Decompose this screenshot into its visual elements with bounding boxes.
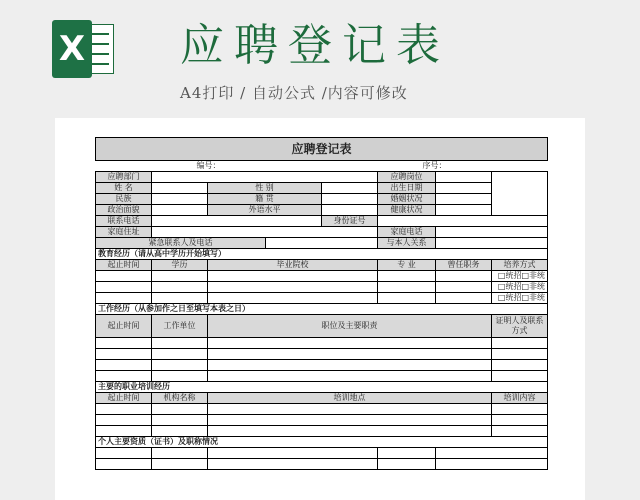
basic-row-1	[96, 172, 548, 183]
training-cell[interactable]	[96, 415, 152, 426]
edu-cell[interactable]	[208, 293, 378, 304]
origin-label: 籍 贯	[208, 194, 322, 205]
excel-logo-icon	[52, 20, 116, 78]
edu-cell[interactable]	[152, 271, 208, 282]
edu-cell[interactable]	[378, 293, 436, 304]
basic-row-7	[96, 238, 548, 249]
qualification-row	[96, 448, 548, 459]
work-col-period: 起止时间	[96, 315, 152, 338]
training-col-period: 起止时间	[96, 393, 152, 404]
form-title: 应聘登记表	[96, 138, 548, 161]
edu-mode-option[interactable]: □统招□非统	[492, 271, 548, 282]
qualification-cell[interactable]	[436, 459, 548, 470]
home-phone-label: 家庭电话	[378, 227, 436, 238]
emergency-label: 紧急联系人及电话	[96, 238, 266, 249]
work-cell[interactable]	[96, 360, 152, 371]
work-col-duties: 职位及主要职责	[208, 315, 492, 338]
qualification-row	[96, 459, 548, 470]
qualification-cell[interactable]	[436, 448, 548, 459]
edu-cell[interactable]	[208, 282, 378, 293]
language-label: 外语水平	[208, 205, 322, 216]
education-header-row	[96, 260, 548, 271]
position-label: 应聘岗位	[378, 172, 436, 183]
basic-row-4	[96, 205, 548, 216]
edu-cell[interactable]	[378, 282, 436, 293]
political-label: 政治面貌	[96, 205, 152, 216]
edu-mode-option[interactable]: □统招□非统	[492, 282, 548, 293]
training-row	[96, 415, 548, 426]
qualification-cell[interactable]	[208, 459, 378, 470]
basic-row-2	[96, 183, 548, 194]
basic-row-6	[96, 227, 548, 238]
edu-col-mode: 培养方式	[492, 260, 548, 271]
qualification-cell[interactable]	[96, 448, 152, 459]
work-row	[96, 371, 548, 382]
education-heading-row	[96, 249, 548, 260]
training-cell[interactable]	[492, 404, 548, 415]
relation-label: 与本人关系	[378, 238, 436, 249]
work-cell[interactable]	[152, 371, 208, 382]
work-cell[interactable]	[492, 360, 548, 371]
edu-cell[interactable]	[96, 293, 152, 304]
training-col-location: 培训地点	[208, 393, 492, 404]
work-cell[interactable]	[152, 349, 208, 360]
work-col-reference: 证明人及联系方式	[492, 315, 548, 338]
training-row	[96, 426, 548, 437]
work-cell[interactable]	[208, 349, 492, 360]
training-cell[interactable]	[152, 404, 208, 415]
training-cell[interactable]	[96, 404, 152, 415]
qualification-cell[interactable]	[152, 448, 208, 459]
training-cell[interactable]	[492, 426, 548, 437]
birth-label: 出生日期	[378, 183, 436, 194]
edu-cell[interactable]	[96, 271, 152, 282]
id-card-label: 身份证号	[322, 216, 378, 227]
edu-cell[interactable]	[436, 282, 492, 293]
work-cell[interactable]	[96, 349, 152, 360]
dept-field[interactable]	[152, 172, 378, 183]
work-cell[interactable]	[492, 338, 548, 349]
edu-cell[interactable]	[96, 282, 152, 293]
qualification-cell[interactable]	[152, 459, 208, 470]
edu-col-period: 起止时间	[96, 260, 152, 271]
marital-field[interactable]	[436, 194, 492, 205]
work-row	[96, 349, 548, 360]
address-field[interactable]	[152, 227, 378, 238]
work-cell[interactable]	[492, 349, 548, 360]
training-cell[interactable]	[208, 404, 492, 415]
position-field[interactable]	[436, 172, 492, 183]
edu-mode-option[interactable]: □统招□非统	[492, 293, 548, 304]
training-cell[interactable]	[152, 426, 208, 437]
education-heading: 教育经历（请从高中学历开始填写）	[96, 249, 548, 260]
banner	[0, 0, 640, 118]
excel-badge: X	[52, 20, 92, 78]
training-row	[96, 404, 548, 415]
edu-cell[interactable]	[152, 282, 208, 293]
work-header-row	[96, 315, 548, 338]
name-label: 姓 名	[96, 183, 152, 194]
origin-field[interactable]	[322, 194, 378, 205]
relation-field[interactable]	[436, 238, 548, 249]
form-sheet	[55, 118, 585, 500]
form-title-row	[96, 138, 548, 161]
training-cell[interactable]	[208, 415, 492, 426]
work-cell[interactable]	[492, 371, 548, 382]
gender-field[interactable]	[322, 183, 378, 194]
training-header-row	[96, 393, 548, 404]
work-cell[interactable]	[96, 371, 152, 382]
phone-label: 联系电话	[96, 216, 152, 227]
training-heading: 主要的职业培训经历	[96, 382, 548, 393]
training-col-institution: 机构名称	[152, 393, 208, 404]
number-row	[96, 161, 548, 172]
qualification-cell[interactable]	[96, 459, 152, 470]
edu-cell[interactable]	[436, 293, 492, 304]
qualification-cell[interactable]	[208, 448, 378, 459]
qualification-cell[interactable]	[378, 459, 436, 470]
work-cell[interactable]	[208, 338, 492, 349]
edu-cell[interactable]	[436, 271, 492, 282]
edu-cell[interactable]	[152, 293, 208, 304]
training-cell[interactable]	[208, 426, 492, 437]
edu-col-degree: 学历	[152, 260, 208, 271]
birth-field[interactable]	[436, 183, 492, 194]
number-label: 编号：	[196, 161, 221, 170]
work-cell[interactable]	[152, 360, 208, 371]
marital-label: 婚姻状况	[378, 194, 436, 205]
work-heading-row	[96, 304, 548, 315]
phone-field[interactable]	[152, 216, 322, 227]
qualification-cell[interactable]	[378, 448, 436, 459]
home-phone-field[interactable]	[436, 227, 548, 238]
work-cell[interactable]	[208, 360, 492, 371]
ethnicity-label: 民族	[96, 194, 152, 205]
work-row	[96, 338, 548, 349]
training-cell[interactable]	[492, 415, 548, 426]
edu-col-post: 曾任职务	[436, 260, 492, 271]
language-field[interactable]	[322, 205, 378, 216]
qualification-heading: 个人主要资质（证书）及职称情况	[96, 437, 548, 448]
basic-row-5	[96, 216, 548, 227]
work-cell[interactable]	[208, 371, 492, 382]
education-row	[96, 293, 548, 304]
education-row	[96, 271, 548, 282]
work-heading: 工作经历（从参加作之日至填写本表之日）	[96, 304, 548, 315]
edu-col-school: 毕业院校	[208, 260, 378, 271]
work-row	[96, 360, 548, 371]
work-col-employer: 工作单位	[152, 315, 208, 338]
education-row	[96, 282, 548, 293]
training-cell[interactable]	[152, 415, 208, 426]
qualification-heading-row	[96, 437, 548, 448]
emergency-field[interactable]	[266, 238, 378, 249]
edu-cell[interactable]	[208, 271, 378, 282]
edu-col-major: 专 业	[378, 260, 436, 271]
health-field[interactable]	[436, 205, 492, 216]
dept-label: 应聘部门	[96, 172, 152, 183]
training-col-content: 培训内容	[492, 393, 548, 404]
work-cell[interactable]	[96, 338, 152, 349]
work-cell[interactable]	[152, 338, 208, 349]
political-field[interactable]	[152, 205, 208, 216]
name-field[interactable]	[152, 183, 208, 194]
address-label: 家庭住址	[96, 227, 152, 238]
serial-label: 序号：	[422, 161, 447, 170]
training-cell[interactable]	[96, 426, 152, 437]
gender-label: 性 别	[208, 183, 322, 194]
basic-row-3	[96, 194, 548, 205]
ethnicity-field[interactable]	[152, 194, 208, 205]
edu-cell[interactable]	[378, 271, 436, 282]
health-label: 健康状况	[378, 205, 436, 216]
id-card-field[interactable]	[378, 216, 548, 227]
photo-box[interactable]	[492, 172, 548, 216]
application-form-table	[95, 137, 548, 470]
page-subtitle: A4打印 / 自动公式 /内容可修改	[180, 84, 408, 102]
page-title: 应聘登记表	[180, 20, 450, 71]
training-heading-row	[96, 382, 548, 393]
